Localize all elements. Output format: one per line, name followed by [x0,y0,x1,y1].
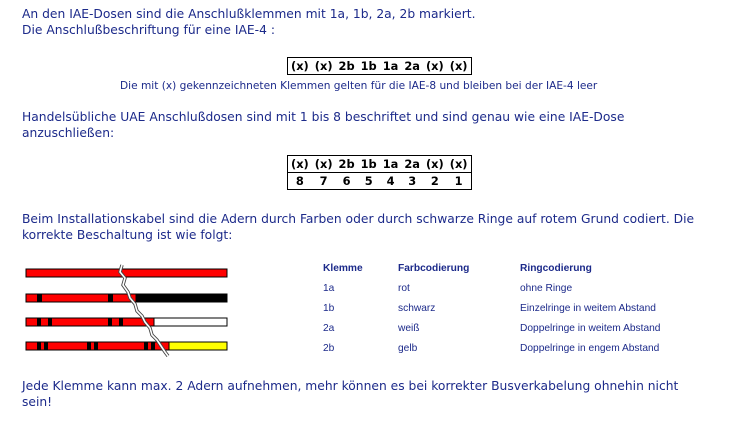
wire-1b-ring [108,294,113,302]
iae4-cell: (x) [291,59,309,73]
iae4-caption: Die mit (x) gekennzeichneten Klemmen gelten für die IAE-8 und bleiben bei der IAE-4 leer [120,80,598,92]
row-klemme: 2b [323,343,335,354]
wire-2a-ring [37,318,41,326]
uae-top-cell: 1b [358,156,380,173]
row-klemme: 1b [323,303,335,314]
iae4-cell: (x) [449,59,468,73]
header-klemme: Klemme [323,263,363,274]
wire-2b-ring [94,342,98,350]
wire-1b-black [136,294,227,302]
cable-line-2: korrekte Beschaltung ist wie folgt: [22,228,233,242]
uae-terminal-table [287,155,472,190]
uae-pin-cell: 2 [430,174,439,188]
row-klemme: 1a [323,283,335,294]
iae4-cell: (x) [314,59,333,73]
row-farbe: rot [398,283,410,294]
wire-2b-ring [44,342,48,350]
uae-top-cell: 2b [336,156,358,173]
uae-pin-cell: 6 [342,174,351,188]
iae4-cell: (x) [425,59,444,73]
uae-line-1: Handelsübliche UAE Anschlußdosen sind mit 1 bis 8 beschriftet und sind genau wie eine IAE-Dose [22,110,625,124]
row-ringe: ohne Ringe [520,283,573,294]
iae4-cell: 2b [338,59,355,73]
uae-top-cell: 1a [380,156,402,173]
uae-line-2: anzuschließen: [22,126,115,140]
uae-pin-cell: 7 [319,174,328,188]
iae4-cell: 1b [360,59,377,73]
wire-2a-ring [48,318,52,326]
row-farbe: gelb [398,343,418,354]
row-klemme: 2a [323,323,335,334]
uae-pin-cell: 3 [408,174,417,188]
uae-top-cell: 2a [401,156,423,173]
row-farbe: weiß [398,323,420,334]
header-ringcodierung: Ringcodierung [520,263,592,274]
row-ringe: Doppelringe in engem Abstand [520,343,660,354]
uae-top-cell: (x) [312,156,336,173]
row-ringe: Einzelringe in weitem Abstand [520,303,656,314]
uae-pin-cell: 4 [386,174,395,188]
uae-top-cell: (x) [447,156,471,173]
cable-line-1: Beim Installationskabel sind die Adern durch Farben oder durch schwarze Ringe auf rotem Grund codiert. Die [22,212,695,226]
wire-2a-white [154,318,227,326]
wire-2a-ring [108,318,112,326]
iae4-terminal-table [287,57,472,75]
wire-2b-yellow [169,342,227,350]
footer-line-1: Jede Klemme kann max. 2 Adern aufnehmen, mehr können es bei korrekter Busverkabelung ohnehin nicht [22,379,679,393]
wire-1b-ring [37,294,42,302]
intro-line-1: An den IAE-Dosen sind die Anschlußklemmen mit 1a, 1b, 2a, 2b markiert. [22,7,476,21]
wire-2a-red [26,318,154,326]
cable-wire-diagram [24,262,234,357]
wire-1b-red [26,294,136,302]
row-farbe: schwarz [398,303,436,314]
uae-top-cell: (x) [423,156,447,173]
wire-2b-ring [151,342,155,350]
uae-pin-cell: 1 [454,174,463,188]
intro-line-2: Die Anschlußbeschriftung für eine IAE-4 : [22,23,275,37]
footer-line-2: sein! [22,395,53,409]
header-farbcodierung: Farbcodierung [398,263,470,274]
wire-2b-ring [87,342,91,350]
wire-1a-red [26,269,227,277]
uae-pin-cell: 5 [364,174,373,188]
iae4-cell: 2a [404,59,420,73]
row-ringe: Doppelringe in weitem Abstand [520,323,661,334]
uae-top-cell: (x) [288,156,312,173]
wire-2b-ring [144,342,148,350]
wire-2b-ring [37,342,41,350]
wire-2a-ring [119,318,123,326]
iae4-cell: 1a [382,59,399,73]
uae-pin-cell: 8 [295,174,304,188]
